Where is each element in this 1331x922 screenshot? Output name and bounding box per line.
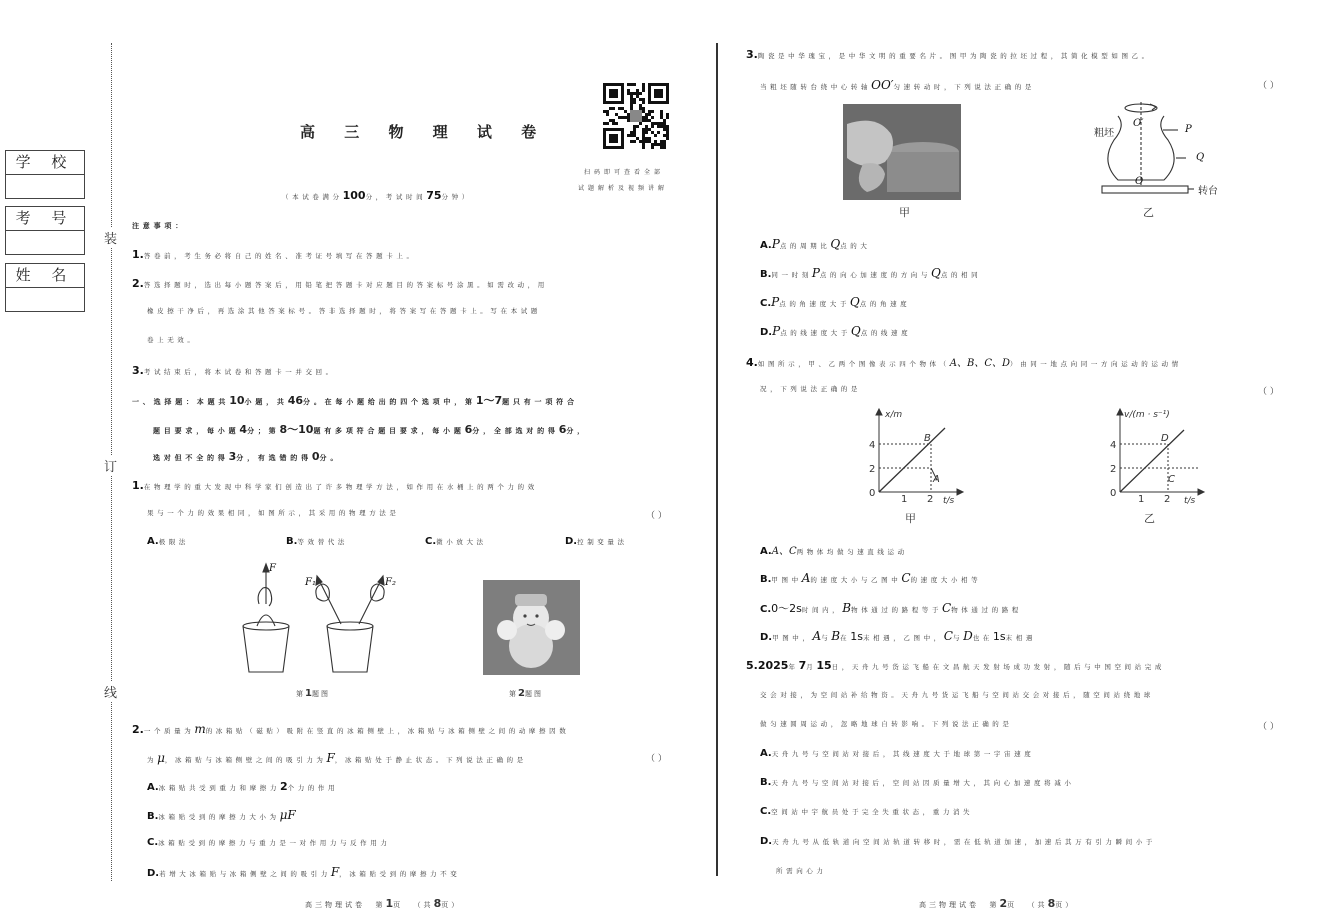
label-c: C <box>1168 474 1175 485</box>
exam-number-blank[interactable] <box>6 231 84 254</box>
qr-code-icon <box>603 83 669 149</box>
q5-option-b[interactable]: B.天舟九号与空间站对接后，空间站因质量增大，其向心加速度将减小 <box>760 777 1075 788</box>
q3-option-c[interactable]: C.P点的角速度大于Q点的角速度 <box>760 295 911 309</box>
xlabel: t/s <box>943 496 955 504</box>
ylabel: x/m <box>885 410 903 420</box>
q2-photo-fridge-magnet <box>483 580 580 675</box>
q4-graph-yi-caption: 乙 <box>1144 512 1155 525</box>
q3-stem-line-1: 3.陶瓷是中华瑰宝，是中华文明的重要名片。图甲为陶瓷的拉坯过程，其简化模型如图乙。 <box>746 48 1152 61</box>
label-a: A <box>933 474 940 485</box>
label-d: D <box>1161 433 1169 444</box>
q3-fig-jia-label: 甲 <box>899 206 910 219</box>
section1-line-1: 一、选择题：本题共10小题，共46分。在每小题给出的四个选项中，第1～7题只有一项符合 <box>132 394 578 407</box>
q1-label-f: F <box>269 563 276 574</box>
q5-option-d-line-2: 所需向心力 <box>776 867 827 875</box>
qr-caption-2: 试题解析及视频讲解 <box>578 185 669 192</box>
ytick-2: 2 <box>869 464 876 475</box>
school-blank[interactable] <box>6 175 84 198</box>
seal-char-ding: 订 <box>104 456 117 475</box>
ytick-0: 0 <box>1110 488 1117 499</box>
q3-label-o-prime: O′ <box>1133 118 1144 129</box>
ylabel: v/(m · s⁻¹) <box>1124 410 1170 420</box>
q1-option-a[interactable]: A.极限法 <box>147 536 190 547</box>
notice-heading: 注意事项： <box>132 222 186 230</box>
name-label: 姓 名 <box>6 264 84 288</box>
bucket-1 <box>243 626 289 672</box>
page-divider <box>716 43 718 876</box>
seal-char-xian: 线 <box>104 682 117 701</box>
name-blank[interactable] <box>6 288 84 311</box>
q1-label-f1: F₁ <box>305 577 316 588</box>
q5-option-a[interactable]: A.天舟九号与空间站对接后，其线速度大于地球第一宇宙速度 <box>760 748 1035 759</box>
q3-fig-yi-label: 乙 <box>1143 206 1154 219</box>
xtick-1: 1 <box>1138 494 1145 504</box>
q5-stem-line-2: 交会对接，为空间站补给物资。天舟九号货运飞船与空间站交会对接后，随空间站绕地球 <box>760 691 1154 699</box>
q5-option-c[interactable]: C.空间站中宇航员处于完全失重状态，重力消失 <box>760 806 974 817</box>
notice-1: 1.答卷前，考生务必将自己的姓名、准考证号填写在答题卡上。 <box>132 248 417 261</box>
q3-option-b[interactable]: B.同一时刻P点的向心加速度的方向与Q点的相同 <box>760 266 982 280</box>
q4-graph-jia-caption: 甲 <box>905 512 916 525</box>
q3-label-q: Q <box>1196 152 1205 163</box>
q3-label-cupi: 粗坯 <box>1094 128 1114 139</box>
name-field[interactable] <box>5 263 85 312</box>
exam-number-label: 考 号 <box>6 207 84 231</box>
ytick-2: 2 <box>1110 464 1117 475</box>
footer-left: 高三物理试卷 第1页 （共8页） <box>305 897 462 910</box>
q2-option-d[interactable]: D.若增大冰箱贴与冰箱侧壁之间的吸引力F，冰箱贴受到的摩擦力不变 <box>147 865 461 879</box>
exam-number-field[interactable] <box>5 206 85 255</box>
q3-label-o: O <box>1135 176 1144 187</box>
seal-char-zhuang: 装 <box>104 228 117 247</box>
q2-stem-line-2: 为μ，冰箱贴与冰箱侧壁之间的吸引力为F，冰箱贴处于静止状态。下列说法正确的是 <box>147 751 527 765</box>
section1-line-3: 选对但不全的得3分，有选错的得0分。 <box>153 450 342 463</box>
q4-graph-yi <box>1104 404 1209 504</box>
q2-answer-paren[interactable]: （ ） <box>646 754 667 764</box>
fig1-caption: 第1题图 <box>296 688 330 699</box>
xtick-2: 2 <box>927 494 934 504</box>
fig2-caption: 第2题图 <box>509 688 543 699</box>
q4-graph-jia <box>863 404 968 504</box>
xlabel: t/s <box>1184 496 1196 504</box>
page-title: 高 三 物 理 试 卷 <box>300 123 549 141</box>
ytick-4: 4 <box>1110 440 1117 451</box>
qr-code[interactable] <box>603 83 669 149</box>
q5-stem-line-3: 做匀速圆周运动，忽略地球自转影响。下列说法正确的是 <box>760 720 1013 728</box>
q5-answer-paren[interactable]: （ ） <box>1258 722 1279 732</box>
pottery-wheel-icon <box>843 104 961 200</box>
q1-label-f2: F₂ <box>385 577 396 588</box>
q4-option-a[interactable]: A.A、C两物体均做匀速直线运动 <box>760 546 908 557</box>
xtick-1: 1 <box>901 494 908 504</box>
q2-option-b[interactable]: B.冰箱贴受到的摩擦力大小为μF <box>147 808 296 822</box>
q3-stem-line-2: 当粗坯随转台绕中心转轴OO′匀速转动时，下列说法正确的是 <box>760 78 1035 92</box>
notice-2-line-1: 2.答选择题时，选出每小题答案后，用铅笔把答题卡对应题目的答案标号涂黑。如需改动，用 <box>132 277 548 290</box>
q4-option-d[interactable]: D.甲图中，A与B在1s末相遇，乙图中，C与D也在1s末相遇 <box>760 629 1036 643</box>
ytick-4: 4 <box>869 440 876 451</box>
notice-2-line-2: 橡皮擦干净后，再选涂其他答案标号。答非选择题时，将答案写在答题卡上。写在本试题 <box>147 307 541 315</box>
q4-option-b[interactable]: B.甲图中A的速度大小与乙图中C的速度大小相等 <box>760 571 982 585</box>
notice-3: 3.考试结束后，将本试卷和答题卡一并交回。 <box>132 364 336 377</box>
footer-right: 高三物理试卷 第2页 （共8页） <box>919 897 1076 910</box>
ytick-0: 0 <box>869 488 876 499</box>
q3-photo-pottery <box>843 104 961 200</box>
q1-answer-paren[interactable]: （ ） <box>646 511 667 521</box>
section1-line-2: 题目要求，每小题4分；第8～10题有多项符合题目要求，每小题6分，全部选对的得6分， <box>153 423 588 436</box>
q1-option-b[interactable]: B.等效替代法 <box>286 536 348 547</box>
q3-option-a[interactable]: A.P点的周期比Q点的大 <box>760 237 871 251</box>
q1-option-c[interactable]: C.微小放大法 <box>425 536 487 547</box>
q2-option-c[interactable]: C.冰箱贴受到的摩擦力与重力是一对作用力与反作用力 <box>147 837 391 848</box>
notice-2-line-3: 卷上无效。 <box>147 336 198 344</box>
q3-label-zhuantai: 转台 <box>1198 186 1218 197</box>
xtick-2: 2 <box>1164 494 1171 504</box>
q4-stem-line-2: 况，下列说法正确的是 <box>760 385 861 393</box>
q3-label-p: P <box>1185 124 1192 135</box>
q4-stem-line-1: 4.如图所示，甲、乙两个图像表示四个物体（A、B、C、D）由同一地点向同一方向运动的运动情 <box>746 356 1182 369</box>
q3-answer-paren[interactable]: （ ） <box>1258 81 1279 91</box>
q1-option-d[interactable]: D.控制变量法 <box>565 536 628 547</box>
school-field[interactable] <box>5 150 85 199</box>
q1-bucket-figure <box>235 560 405 678</box>
score-info: （本试卷满分100分，考试时间75分钟） <box>282 189 472 202</box>
q4-option-c[interactable]: C.0～2s时间内，B物体通过的路程等于C物体通过的路程 <box>760 601 1022 615</box>
snowman-magnet-icon <box>483 580 580 675</box>
q5-option-d-line-1[interactable]: D.天舟九号从低轨道向空间站轨道转移时，需在低轨道加速，加速后其万有引力瞬间小于 <box>760 836 1156 847</box>
school-label: 学 校 <box>6 151 84 175</box>
bucket-2 <box>327 626 373 672</box>
q5-stem-line-1: 5.2025年7月15日，天舟九号货运飞船在文昌航天发射场成功发射，随后与中国空间站完成 <box>746 659 1165 672</box>
q1-stem-line-1: 1.在物理学的重大发现中科学家们创造出了许多物理学方法，如作用在水桶上的两个力的效 <box>132 479 538 492</box>
q1-stem-line-2: 果与一个力的效果相同，如图所示，其采用的物理方法是 <box>147 509 400 517</box>
label-b: B <box>924 433 931 444</box>
qr-caption-1: 扫码即可查看全部 <box>584 169 665 176</box>
q2-stem-line-1: 2.一个质量为m的冰箱贴（磁贴）吸附在竖直的冰箱侧壁上，冰箱贴与冰箱侧壁之间的动摩擦因数 <box>132 722 570 736</box>
q2-option-a[interactable]: A.冰箱贴共受到重力和摩擦力2个力的作用 <box>147 780 339 793</box>
q4-answer-paren[interactable]: （ ） <box>1258 387 1279 397</box>
q3-option-d[interactable]: D.P点的线速度大于Q点的线速度 <box>760 324 912 338</box>
